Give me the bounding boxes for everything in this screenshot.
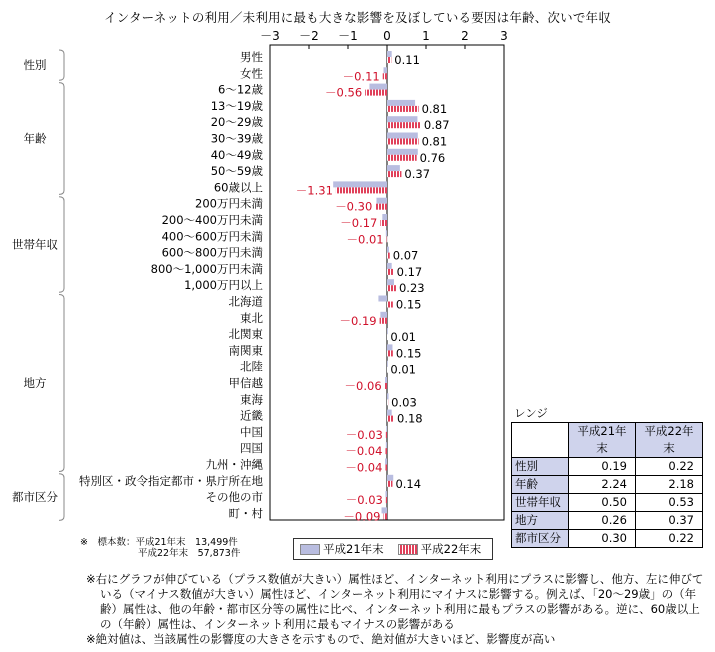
bar-h21 <box>387 51 392 57</box>
data-label: －0.19 <box>339 313 377 328</box>
category-label: 北海道 <box>228 294 263 309</box>
bar-h22 <box>387 350 393 356</box>
group-label: 性別 <box>23 58 47 73</box>
table-row <box>512 458 703 476</box>
range-header-h22: 平成22年末 <box>636 423 703 458</box>
data-label: －1.31 <box>295 183 333 198</box>
bar-h22 <box>387 122 421 128</box>
bar-h22 <box>387 57 391 63</box>
range-value-h21: 0.50 <box>569 494 636 512</box>
bar-h21 <box>386 426 387 432</box>
bar-h22 <box>386 497 387 503</box>
sample-size-note <box>80 538 240 559</box>
category-label: 60歳以上 <box>213 180 263 195</box>
footnote-1-line1: ※右にグラフが伸びている（プラス数値が大きい）属性ほど、インターネット利用にプラスに影響し、他方、左に伸びて <box>86 572 704 586</box>
data-label: 0.15 <box>395 346 422 361</box>
range-value-h22: 0.22 <box>636 530 703 548</box>
table-row <box>512 494 703 512</box>
bar-h21 <box>387 100 415 106</box>
range-table-title: レンジ <box>514 406 548 420</box>
data-label: －0.56 <box>325 85 363 100</box>
range-value-h22: 0.53 <box>636 494 703 512</box>
chart-title: インターネットの利用／未利用に最も大きな影響を及ぼしている要因は年齢、次いで年収 <box>104 10 611 25</box>
bar-h22 <box>387 269 394 275</box>
sample-note-line1: ※ 標本数：平成21年末 13,499件 <box>80 537 238 548</box>
data-label: 0.76 <box>419 150 446 165</box>
bar-h21 <box>387 133 418 139</box>
range-row-label: 年齢 <box>512 476 569 494</box>
bar-h22 <box>387 416 394 422</box>
category-label: 50～59歳 <box>210 164 263 179</box>
bar-h22 <box>387 285 396 291</box>
bar-h22 <box>380 220 387 226</box>
bar-h21 <box>387 247 389 253</box>
bar-h21 <box>387 165 400 171</box>
data-label: 0.07 <box>392 248 419 263</box>
category-label: 甲信越 <box>228 376 263 390</box>
range-table-header-row <box>512 423 703 458</box>
bar-h22 <box>387 253 390 259</box>
data-label: 0.81 <box>421 101 448 116</box>
bar-h22 <box>336 187 387 193</box>
data-label: －0.06 <box>344 379 382 393</box>
data-label: 0.81 <box>421 134 448 149</box>
bar-h22 <box>386 432 387 438</box>
bar-h22 <box>375 204 387 210</box>
sample-note-line2: 平成22年末 57,873件 <box>138 547 241 559</box>
data-label: 0.01 <box>390 330 416 345</box>
range-row-label: 世帯年収 <box>512 494 569 512</box>
data-label: 0.03 <box>391 395 417 410</box>
data-label: 0.18 <box>397 411 423 426</box>
range-row-label: 都市区分 <box>512 530 569 548</box>
bar-h21 <box>387 279 394 285</box>
group-label: 世帯年収 <box>12 237 58 252</box>
category-label: 13～19歳 <box>210 98 263 113</box>
bar-h22 <box>387 236 388 242</box>
data-label: －0.30 <box>335 199 373 214</box>
bar-h22 <box>383 73 387 79</box>
category-label: 800～1,000万円未満 <box>150 261 263 276</box>
data-label: 0.14 <box>395 476 422 491</box>
data-label: －0.01 <box>346 232 384 247</box>
chart-legend <box>293 538 493 560</box>
range-value-h21: 0.30 <box>569 530 636 548</box>
legend-item-h21 <box>300 541 384 557</box>
range-row-label: 地方 <box>512 512 569 530</box>
bar-h21 <box>387 344 392 350</box>
bar-h22 <box>387 171 401 177</box>
bar-h21 <box>387 393 389 399</box>
x-tick-label: －3 <box>260 29 280 43</box>
bar-h21 <box>387 328 388 334</box>
bar-h22 <box>387 367 388 373</box>
bar-h21 <box>387 116 417 122</box>
bar-h21 <box>369 84 387 90</box>
legend-label-h21: 平成21年末 <box>323 542 384 556</box>
data-label: －0.17 <box>340 216 378 230</box>
category-label: 400～600万円未満 <box>161 229 263 244</box>
category-label: 20～29歳 <box>210 115 263 130</box>
range-row-label: 性別 <box>512 458 569 476</box>
bar-h21 <box>382 507 387 513</box>
category-label: 200万円未満 <box>195 196 263 211</box>
bar-h22 <box>387 399 388 405</box>
group-label: 年齢 <box>23 131 47 146</box>
category-label: 東北 <box>240 310 263 325</box>
data-label: 0.11 <box>394 53 420 67</box>
range-table-corner <box>512 423 569 458</box>
category-label: 40～49歳 <box>210 147 263 162</box>
bar-h22 <box>387 481 392 487</box>
legend-label-h22: 平成22年末 <box>420 542 482 556</box>
category-label: 女性 <box>240 66 263 81</box>
footnotes <box>86 572 708 647</box>
data-label: －0.03 <box>345 493 383 508</box>
category-label: 中国 <box>240 424 263 439</box>
footnote-1-line2: いる（マイナス数値が大きい）属性ほど、インターネット利用にマイナスに影響する。例えば、「20～29歳」の（年 <box>100 587 697 601</box>
group-bracket <box>59 50 64 80</box>
bar-h21 <box>382 214 387 220</box>
legend-swatch-h22 <box>398 544 418 555</box>
category-label: 特別区・政令指定都市・県庁所在地 <box>79 473 263 488</box>
bar-h21 <box>333 181 387 187</box>
range-value-h21: 0.19 <box>569 458 636 476</box>
x-tick-label: －2 <box>299 29 319 43</box>
data-label: 0.87 <box>423 118 450 133</box>
group-label: 都市区分 <box>12 490 58 505</box>
bar-h22 <box>385 448 387 454</box>
group-bracket <box>59 295 64 472</box>
bar-h22 <box>387 139 419 145</box>
range-value-h22: 0.37 <box>636 512 703 530</box>
footnote-2: ※絶対値は、当該属性の影響度の大きさを示すもので、絶対値が大きいほど、影響度が高い <box>86 632 556 646</box>
range-value-h22: 2.18 <box>636 476 703 494</box>
table-row <box>512 476 703 494</box>
data-label: 0.01 <box>390 362 416 377</box>
category-label: 近畿 <box>240 408 263 423</box>
bar-h21 <box>380 312 387 318</box>
table-row <box>512 530 703 548</box>
category-label: 九州・沖縄 <box>205 457 263 472</box>
footnote-1-line4: の（年齢）属性は、インターネット利用に最もマイナスの影響がある <box>100 617 455 631</box>
category-label: 北陸 <box>240 359 263 374</box>
bar-h21 <box>385 377 387 383</box>
data-label: －0.04 <box>345 444 383 459</box>
bar-h21 <box>387 410 392 416</box>
groups-layer <box>12 50 64 520</box>
bar-h22 <box>387 302 393 308</box>
category-label: 6～12歳 <box>218 82 263 97</box>
bar-h22 <box>380 318 387 324</box>
bar-h21 <box>383 67 387 73</box>
category-label: 200～400万円未満 <box>161 213 263 227</box>
bar-h22 <box>385 465 387 471</box>
data-label: 0.17 <box>396 264 423 279</box>
x-tick-label: －1 <box>338 29 358 43</box>
data-label: －0.03 <box>345 427 383 442</box>
range-value-h21: 2.24 <box>569 476 636 494</box>
x-tick-label: 2 <box>461 29 469 43</box>
bar-h21 <box>387 263 392 269</box>
category-label: 南関東 <box>228 343 263 358</box>
bar-h21 <box>387 361 388 367</box>
data-label: 0.37 <box>404 167 431 182</box>
category-label: 北関東 <box>228 327 263 342</box>
group-label: 地方 <box>23 376 47 390</box>
bar-h21 <box>378 296 387 302</box>
legend-swatch-h21 <box>300 544 320 555</box>
category-label: 30～39歳 <box>210 131 263 146</box>
category-label: 1,000万円以上 <box>184 278 263 293</box>
category-label: その他の市 <box>205 490 263 505</box>
data-label: 0.23 <box>398 281 425 296</box>
category-label: 町・村 <box>228 506 263 521</box>
bar-h22 <box>387 155 417 161</box>
footnote-1-line3: 齢）属性は、他の年齢・都市区分等の属性に比べ、インターネット利用に最もプラスの影響がある。逆に、60歳以上 <box>100 602 700 616</box>
axis-layer <box>260 29 508 520</box>
group-bracket <box>59 474 64 521</box>
bar-h22 <box>365 90 387 96</box>
data-label: －0.09 <box>343 509 381 524</box>
range-value-h21: 0.26 <box>569 512 636 530</box>
bar-h21 <box>376 198 387 204</box>
legend-item-h22 <box>398 541 482 557</box>
bar-h22 <box>383 513 387 519</box>
bar-h21 <box>387 475 393 481</box>
bar-h21 <box>387 149 418 155</box>
range-header-h21: 平成21年末 <box>569 423 636 458</box>
x-tick-label: 0 <box>383 29 391 43</box>
data-label: －0.11 <box>342 69 380 84</box>
table-row <box>512 512 703 530</box>
group-bracket <box>59 83 64 195</box>
range-table <box>511 422 703 548</box>
category-label: 東海 <box>240 392 263 407</box>
bar-h22 <box>387 334 388 340</box>
bar-h21 <box>385 491 387 497</box>
data-label: －0.04 <box>345 460 383 475</box>
bar-h22 <box>385 383 387 389</box>
range-value-h22: 0.22 <box>636 458 703 476</box>
category-label: 四国 <box>240 441 263 456</box>
bar-h21 <box>386 442 387 448</box>
x-tick-label: 1 <box>422 29 430 43</box>
bar-h21 <box>385 459 387 465</box>
category-label: 600～800万円未満 <box>161 245 263 260</box>
data-label: 0.15 <box>395 297 422 312</box>
group-bracket <box>59 197 64 293</box>
bar-h22 <box>387 106 419 112</box>
x-tick-label: 3 <box>500 29 508 43</box>
bar-h21 <box>386 230 387 236</box>
category-label: 男性 <box>240 50 263 64</box>
